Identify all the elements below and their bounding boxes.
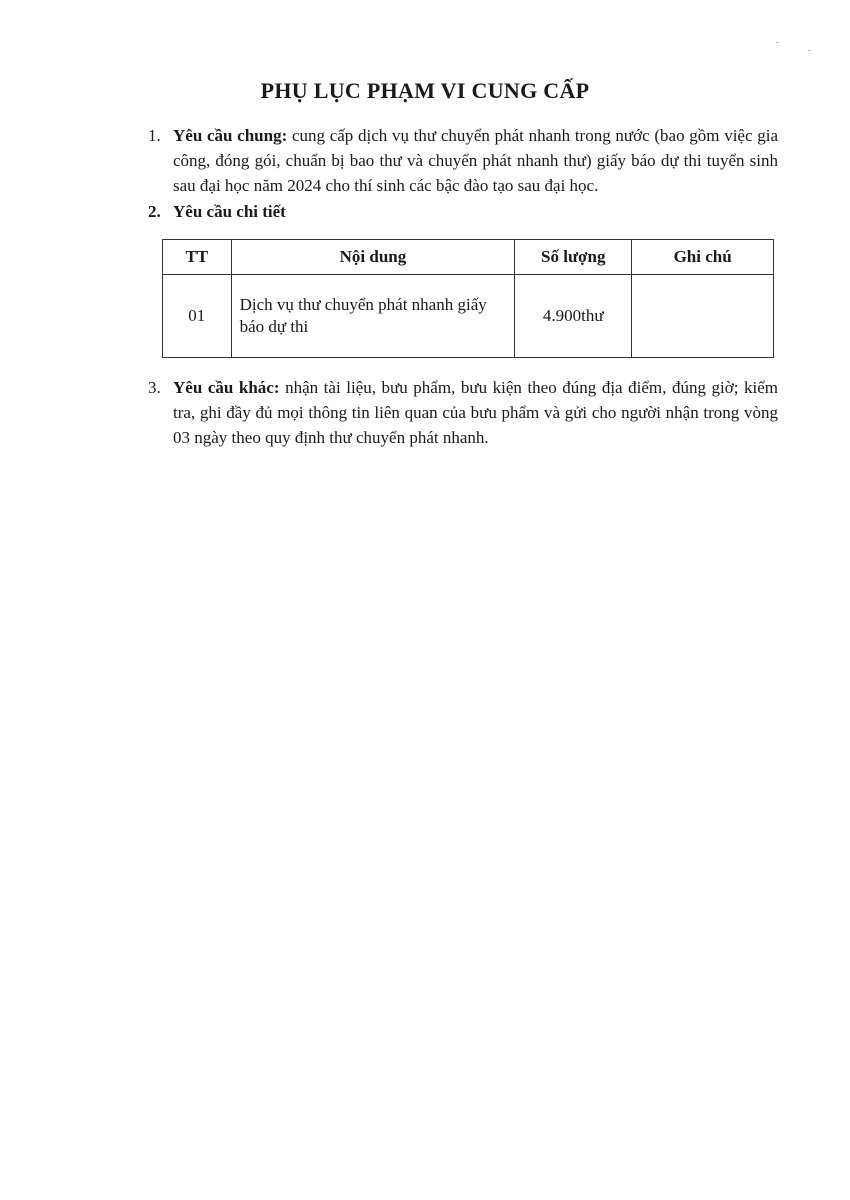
scan-speck xyxy=(808,50,811,51)
header-note: Ghi chú xyxy=(632,240,774,275)
item-text: nhận tài liệu, bưu phẩm, bưu kiện theo đúng địa điểm, đúng giờ; kiểm tra, ghi đầy đủ mọi thông tin liên quan của bưu phẩm và gửi cho người nhận trong vòng 03 ngày theo quy định thư chuyển phát nhanh. xyxy=(173,378,778,447)
page-title: PHỤ LỤC PHẠM VI CUNG CẤP xyxy=(260,78,590,103)
cell-content: Dịch vụ thư chuyển phát nhanh giấy báo dự thi xyxy=(231,275,515,358)
item-body xyxy=(173,375,778,450)
item-number: 2. xyxy=(148,202,161,221)
table-header-row xyxy=(163,240,774,275)
item-number: 1. xyxy=(148,126,161,145)
table-row xyxy=(163,275,774,358)
requirement-general xyxy=(148,123,778,198)
cell-note xyxy=(632,275,774,358)
requirement-detail xyxy=(148,199,778,224)
item-number: 3. xyxy=(148,378,161,397)
item-label: Yêu cầu chi tiết xyxy=(173,202,286,221)
header-quantity: Số lượng xyxy=(515,240,632,275)
item-text: cung cấp dịch vụ thư chuyển phát nhanh trong nước (bao gồm việc gia công, đóng gói, chuẩn bị bao thư và chuyển phát nhanh thư) giấy báo dự thi tuyển sinh sau đại học năm 2024 cho thí sinh các bậc đào tạo sau đại học. xyxy=(173,126,778,195)
item-label: Yêu cầu chung: xyxy=(173,126,288,145)
item-label: Yêu cầu khác: xyxy=(173,378,280,397)
cell-tt: 01 xyxy=(163,275,232,358)
header-content: Nội dung xyxy=(231,240,515,275)
requirements-table xyxy=(162,239,774,358)
scan-speck xyxy=(776,42,779,43)
requirement-other xyxy=(148,375,778,450)
header-tt: TT xyxy=(163,240,232,275)
cell-quantity: 4.900thư xyxy=(515,275,632,358)
item-body xyxy=(173,123,778,198)
